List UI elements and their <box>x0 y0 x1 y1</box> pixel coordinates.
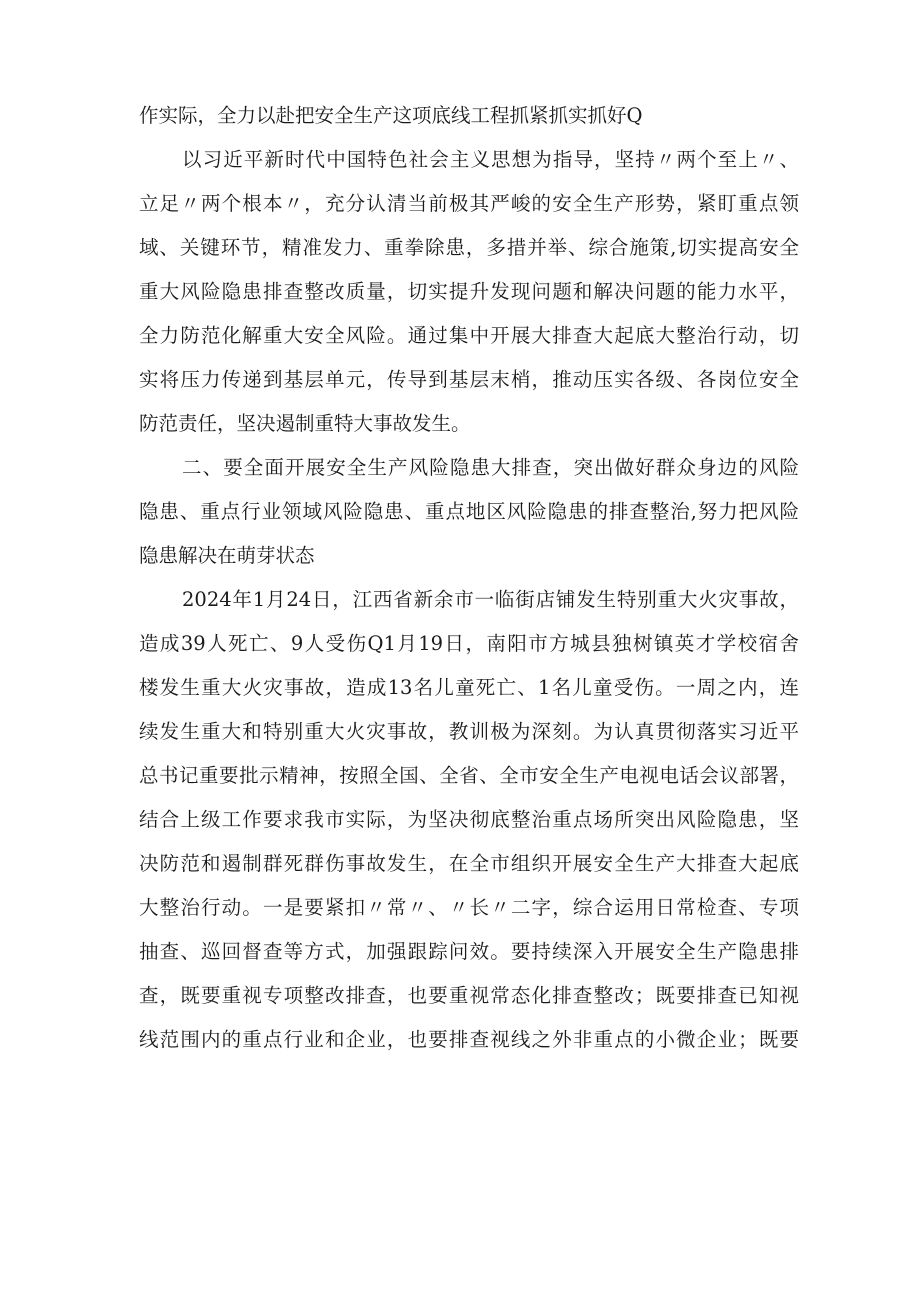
text-line-19: 大整治行动。一是要紧扣〃常〃、〃长〃二字，综合运用日常检查、专项 <box>139 896 799 919</box>
text-line-13: 造成39人死亡、9人受伤Q1月19日，南阳市方城县独树镇英才学校宿舍 <box>139 632 799 655</box>
heading-line-1: 二、要全面开展安全生产风险隐患大排查，突出做好群众身边的风险 <box>182 456 799 479</box>
text-line-2: 以习近平新时代中国特色社会主义思想为指导，坚持〃两个至上〃、 <box>182 148 799 171</box>
text-line-14: 楼发生重大火灾事故，造成13名儿童死亡、1名儿童受伤。一周之内，连 <box>139 676 799 699</box>
text-line-18: 决防范和遏制群死群伤事故发生，在全市组织开展安全生产大排查大起底 <box>139 852 799 875</box>
text-line-22: 线范围内的重点行业和企业，也要排查视线之外非重点的小微企业；既要 <box>139 1028 799 1051</box>
text-line-21: 查，既要重视专项整改排查，也要重视常态化排查整改；既要排查已知视 <box>139 984 799 1007</box>
text-line-6: 全力防范化解重大安全风险。通过集中开展大排查大起底大整治行动，切 <box>139 324 799 347</box>
text-line-12: 2024年1月24日，江西省新余市一临街店铺发生特别重大火灾事故， <box>182 588 799 611</box>
text-line-8: 防范责任，坚决遏制重特大事故发生。 <box>139 412 471 435</box>
text-line-5: 重大风险隐患排查整改质量，切实提升发现问题和解决问题的能力水平， <box>139 280 799 303</box>
text-line-16: 总书记重要批示精神，按照全国、全省、全市安全生产电视电话会议部署， <box>139 764 799 787</box>
text-line-1: 作实际，全力以赴把安全生产这项底线工程抓紧抓实抓好Q <box>139 104 643 127</box>
text-line-15: 续发生重大和特别重大火灾事故，教训极为深刻。为认真贯彻落实习近平 <box>139 720 799 743</box>
text-line-7: 实将压力传递到基层单元，传导到基层末梢，推动压实各级、各岗位安全 <box>139 368 799 391</box>
heading-line-2: 隐患、重点行业领域风险隐患、重点地区风险隐患的排查整治,努力把风险 <box>139 500 799 523</box>
heading-line-3: 隐患解决在萌芽状态 <box>139 544 315 567</box>
text-line-20: 抽查、巡回督查等方式，加强跟踪问效。要持续深入开展安全生产隐患排 <box>139 940 799 963</box>
text-line-17: 结合上级工作要求我市实际，为坚决彻底整治重点场所突出风险隐患，坚 <box>139 808 799 831</box>
text-line-4: 域、关键环节，精准发力、重拳除患，多措并举、综合施策,切实提高安全 <box>139 236 799 259</box>
text-line-3: 立足〃两个根本〃，充分认清当前极其严峻的安全生产形势，紧盯重点领 <box>139 192 799 215</box>
